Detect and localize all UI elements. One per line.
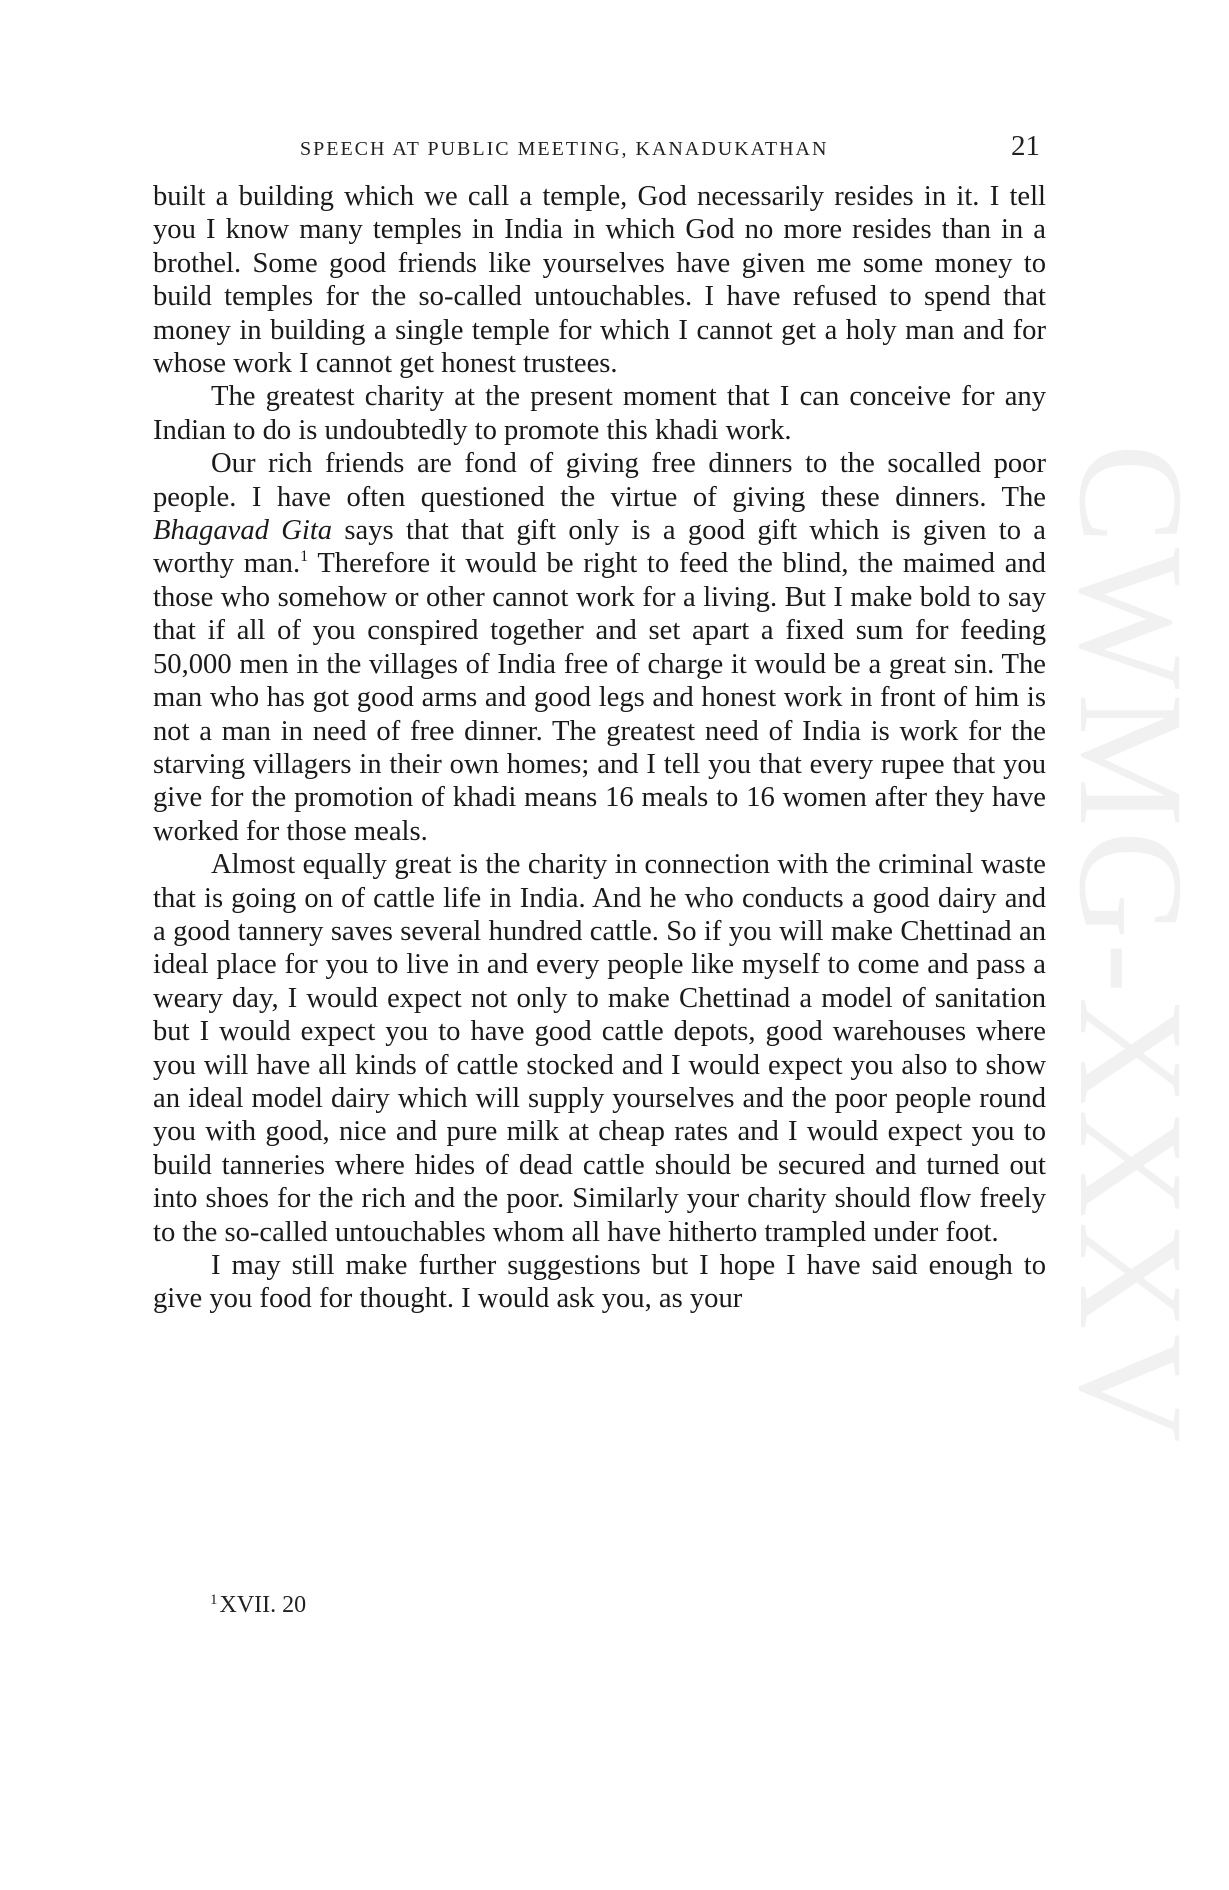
running-head: [155, 130, 1045, 170]
paragraph-4: Almost equally great is the charity in connection with the criminal waste that is going on of cattle life in India. And he who conducts a good dairy and a good tannery saves several hundred cattle. So if you will make Chettinad an ideal place for you to live in and every people like myself to come and pass a weary day, I would expect not only to make Chettinad a model of sanitation but I would expect you to have good cattle depots, good warehouses where you will have all kinds of cattle stocked and I would expect you also to show an ideal model dairy which will supply yourselves and the poor people round you with good, nice and pure milk at cheap rates and I would expect you to build tanneries where hides of dead cattle should be secured and turned out into shoes for the rich and the poor. Similarly your charity should flow freely to the so-called untouchables whom all have hitherto trampled under foot.: [153, 849, 1046, 1248]
paragraph-3-rest: Therefore it would be right to feed the blind, the maimed and those who somehow or other cannot work for a living. But I make bold to say that if all of you conspired together and set apart a fixed sum for feeding 50,000 men in the villages of India free of charge it would be a great sin. The man who has got good arms and good legs and honest work in front of him is not a man in need of free dinner. The greatest need of India is work for the starving villagers in their own homes; and I tell you that every rupee that you give for the promotion of khadi means 16 meals to 16 women after they have worked for those meals.: [153, 548, 1046, 847]
footnote: [210, 1592, 306, 1619]
watermark: [1036, 420, 1226, 1470]
paragraph-2: The greatest charity at the present moment that I can conceive for any Indian to do is undoubtedly to promote this khadi work.: [153, 381, 1046, 446]
paragraph-3-after: says that that gift only is a good gift which is given to a worthy man.: [153, 515, 1046, 580]
footnote-text: XVII. 20: [219, 1592, 307, 1618]
body-text: [153, 180, 1046, 1316]
footnote-marker: 1: [210, 1592, 218, 1608]
running-title: SPEECH AT PUBLIC MEETING, KANADUKATHAN: [300, 138, 829, 160]
page-number: 21: [1011, 130, 1040, 162]
watermark-text: CWMG-XXXV: [1048, 443, 1214, 1447]
paragraph-3: [153, 447, 1046, 848]
footnote-reference: 1: [300, 548, 309, 566]
paragraph-1: built a building which we call a temple, God necessarily resides in it. I tell you I know many temples in India in which God no more resides than in a brothel. Some good friends like yourselves have given me some money to build temples for the so-called untouchables. I have refused to spend that money in building a single temple for which I cannot get a holy man and for whose work I cannot get honest trustees.: [153, 181, 1046, 380]
paragraph-3-before: Our rich friends are fond of giving free dinners to the socalled poor people. I have often questioned the virtue of giving these dinners. The: [153, 448, 1046, 513]
book-title-italic: Bhagavad Gita: [153, 515, 333, 547]
paragraph-5: I may still make further suggestions but I hope I have said enough to give you food for thought. I would ask you, as your: [153, 1250, 1046, 1315]
